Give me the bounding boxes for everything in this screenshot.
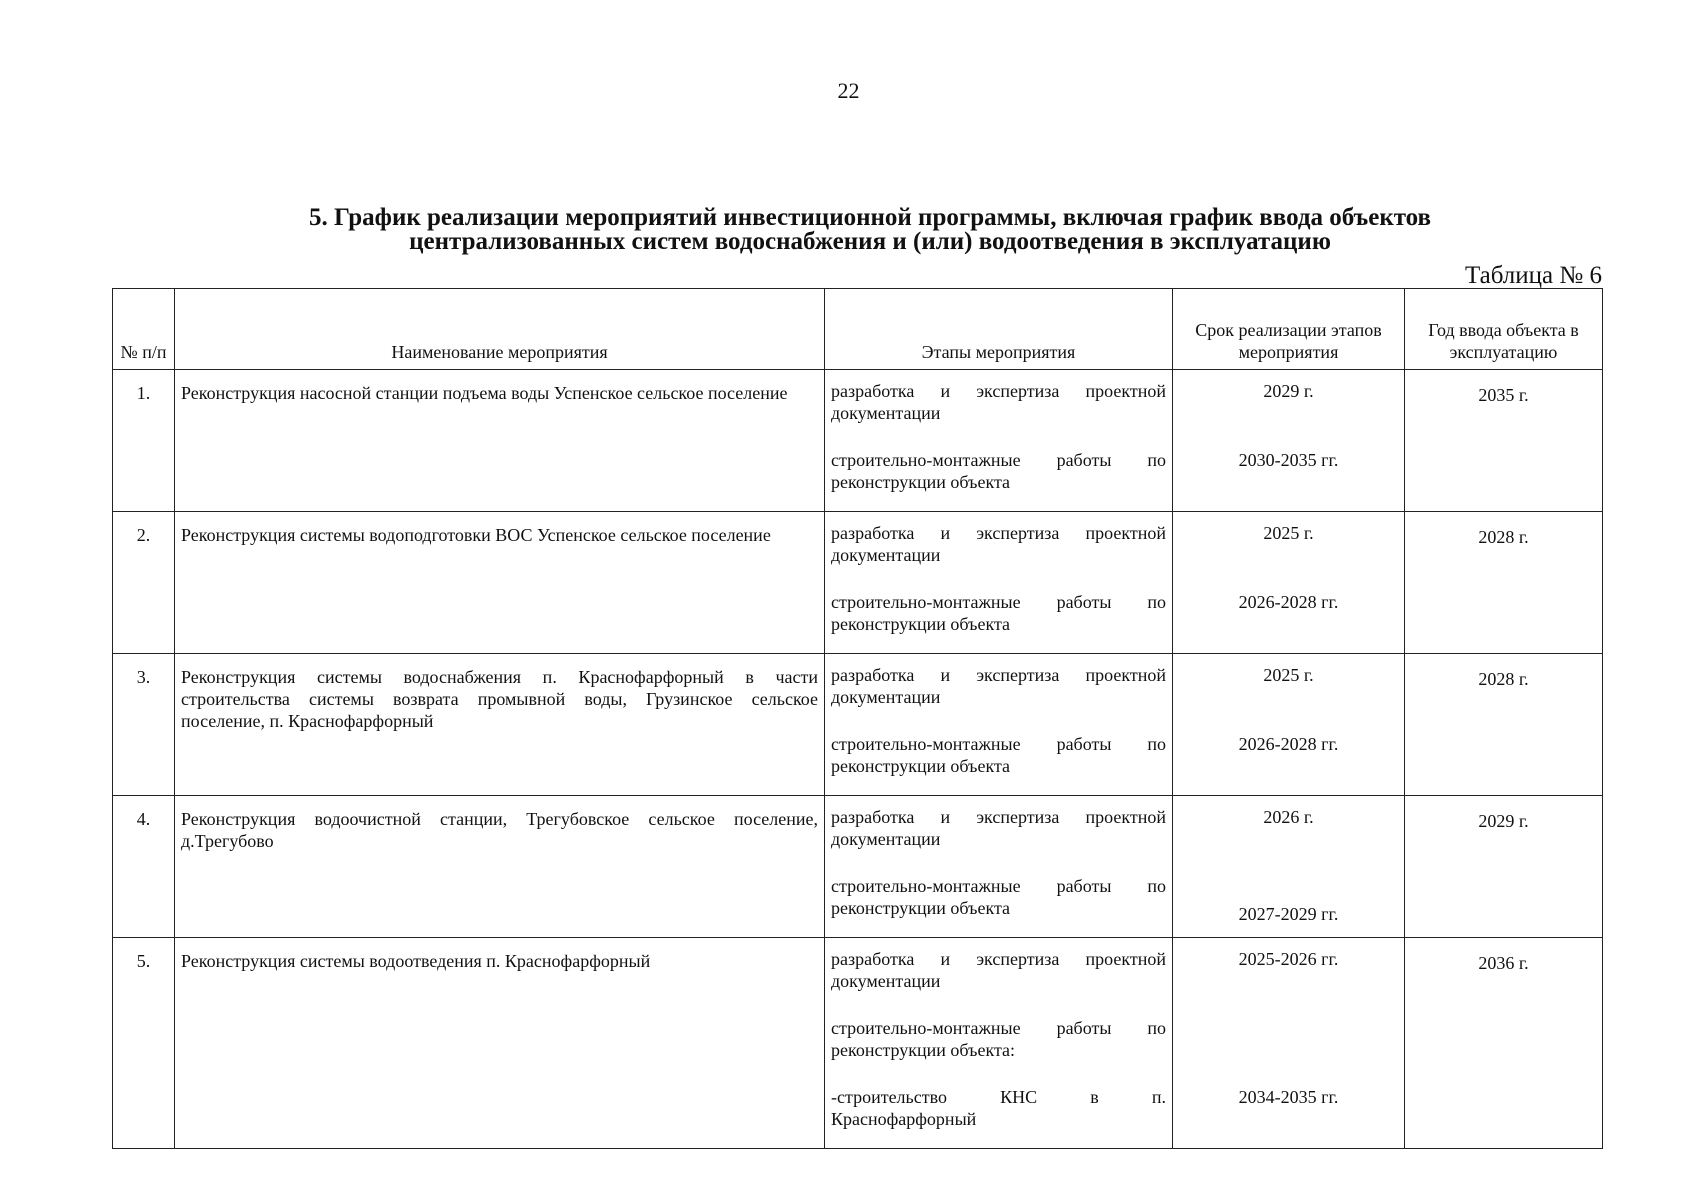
- terms-cell: [1173, 938, 1405, 1149]
- stages-cell: [825, 938, 1173, 1149]
- event-name: Реконструкция системы водоснабжения п. Краснофарфорный в части строительства системы возврата промывной воды, Грузинское сельское поселение, п. Краснофарфорный: [175, 654, 825, 796]
- row-number: 1.: [113, 370, 175, 512]
- term-item: [1173, 439, 1404, 511]
- stage-item: [825, 512, 1172, 581]
- header-year: Год ввода объекта в эксплуатацию: [1405, 289, 1603, 370]
- stage-item: [825, 938, 1172, 1007]
- table-row: [113, 654, 1603, 796]
- stages-cell: [825, 796, 1173, 938]
- term-item: [1173, 865, 1404, 937]
- terms-cell: [1173, 370, 1405, 512]
- event-name: Реконструкция насосной станции подъема воды Успенское сельское поселение: [175, 370, 825, 512]
- stage-term: 2025 г.: [1263, 523, 1314, 543]
- event-name: Реконструкция системы водоотведения п. Краснофарфорный: [175, 938, 825, 1149]
- event-name: Реконструкция водоочистной станции, Трегубовское сельское поселение, д.Трегубово: [175, 796, 825, 938]
- commission-year: 2036 г.: [1405, 938, 1603, 1149]
- page-number: 22: [837, 78, 860, 103]
- stage-term: 2026-2028 гг.: [1238, 734, 1339, 754]
- row-number: 3.: [113, 654, 175, 796]
- stage-term: 2029 г.: [1263, 381, 1314, 401]
- stage-term: 2034-2035 гг.: [1238, 1087, 1339, 1107]
- stage-item: [825, 865, 1172, 937]
- table-row: [113, 512, 1603, 654]
- term-item: [1173, 654, 1404, 723]
- stage-text: разработка и экспертиза проектной документации: [831, 665, 1166, 707]
- commission-year: 2029 г.: [1405, 796, 1603, 938]
- stages-cell: [825, 512, 1173, 654]
- stage-item: [825, 654, 1172, 723]
- table-caption: Таблица № 6: [1464, 262, 1602, 289]
- table-row: [113, 796, 1603, 938]
- term-item: [1173, 938, 1404, 1007]
- stage-text: строительно-монтажные работы по реконструкции объекта: [831, 592, 1166, 634]
- header-num: № п/п: [113, 289, 175, 370]
- title-line-2: централизованных систем водоснабжения и (или) водоотведения в эксплуатацию: [409, 228, 1331, 255]
- header-name: Наименование мероприятия: [175, 289, 825, 370]
- row-number: 2.: [113, 512, 175, 654]
- stage-text: строительно-монтажные работы по реконструкции объекта: [831, 734, 1166, 776]
- term-item: [1173, 796, 1404, 865]
- header-row: [113, 289, 1603, 370]
- stage-term: 2030-2035 гг.: [1238, 450, 1339, 470]
- stage-text: строительно-монтажные работы по реконструкции объекта: [831, 450, 1166, 492]
- term-item: [1173, 581, 1404, 653]
- stage-item: [825, 581, 1172, 653]
- stage-text: строительно-монтажные работы по реконструкции объекта:: [831, 1018, 1166, 1060]
- terms-cell: [1173, 654, 1405, 796]
- stage-text: разработка и экспертиза проектной документации: [831, 949, 1166, 991]
- stage-text: разработка и экспертиза проектной документации: [831, 381, 1166, 423]
- stage-item: [825, 1007, 1172, 1076]
- term-item: [1173, 370, 1404, 439]
- stage-term: 2026-2028 гг.: [1238, 592, 1339, 612]
- term-item: [1173, 1076, 1404, 1148]
- stage-text: разработка и экспертиза проектной документации: [831, 807, 1166, 849]
- stage-item: [825, 370, 1172, 439]
- commission-year: 2035 г.: [1405, 370, 1603, 512]
- stage-item: [825, 796, 1172, 865]
- stage-item: [825, 723, 1172, 795]
- title-line-1: 5. График реализации мероприятий инвестиционной программы, включая график ввода объектов: [308, 204, 1432, 231]
- commission-year: 2028 г.: [1405, 512, 1603, 654]
- stage-text: -строительство КНС в п. Краснофарфорный: [831, 1087, 1166, 1129]
- term-item: [1173, 1007, 1404, 1076]
- header-term: Срок реализации этапов мероприятия: [1173, 289, 1405, 370]
- commission-year: 2028 г.: [1405, 654, 1603, 796]
- term-item: [1173, 723, 1404, 795]
- stage-term: 2025-2026 гг.: [1238, 949, 1339, 969]
- stages-cell: [825, 654, 1173, 796]
- stage-term: 2025 г.: [1263, 665, 1314, 685]
- table-row: [113, 938, 1603, 1149]
- stage-item: [825, 439, 1172, 511]
- header-stages: Этапы мероприятия: [825, 289, 1173, 370]
- terms-cell: [1173, 796, 1405, 938]
- term-item: [1173, 512, 1404, 581]
- stage-item: [825, 1076, 1172, 1148]
- stages-cell: [825, 370, 1173, 512]
- event-name: Реконструкция системы водоподготовки ВОС Успенское сельское поселение: [175, 512, 825, 654]
- stage-text: строительно-монтажные работы по реконструкции объекта: [831, 876, 1166, 918]
- stage-term: 2027-2029 гг.: [1238, 904, 1339, 924]
- row-number: 5.: [113, 938, 175, 1149]
- stage-text: разработка и экспертиза проектной документации: [831, 523, 1166, 565]
- terms-cell: [1173, 512, 1405, 654]
- stage-term: 2026 г.: [1263, 807, 1314, 827]
- document-title: [150, 206, 1590, 254]
- schedule-table: [112, 288, 1603, 1149]
- table-row: [113, 370, 1603, 512]
- row-number: 4.: [113, 796, 175, 938]
